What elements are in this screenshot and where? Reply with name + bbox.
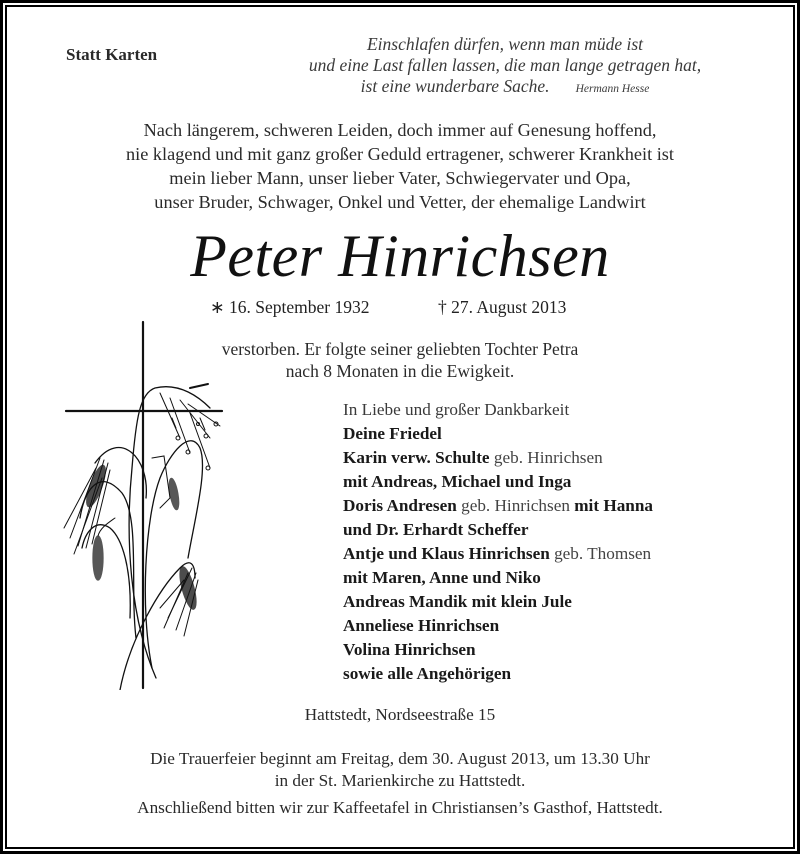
service-line: in der St. Marienkirche zu Hattstedt. (274, 771, 526, 790)
mourner-name: sowie alle Angehörigen (343, 664, 512, 683)
mourner-name-cont: mit Hanna (574, 496, 654, 515)
mourner-name: Anneliese Hinrichsen (343, 616, 500, 635)
mourner-maiden-name: geb. Hinrichsen (489, 448, 603, 467)
intro-line: unser Bruder, Schwager, Onkel und Vetter, der ehemalige Landwirt (154, 192, 646, 212)
mourner-entry (343, 614, 763, 638)
mourner-name: mit Maren, Anne und Niko (343, 568, 541, 587)
deceased-name: Peter Hinrichsen (190, 223, 610, 289)
mourner-entry (343, 494, 763, 518)
funeral-service-info (40, 748, 760, 792)
mourners-list (343, 398, 763, 686)
mourner-name: Doris Andresen (343, 496, 457, 515)
epigraph-quote (270, 34, 740, 100)
mourner-entry (343, 542, 763, 566)
birth-date: ∗ 16. September 1932 (210, 297, 370, 317)
passed-line: verstorben. Er folgte seiner geliebten Tochter Petra (221, 339, 579, 359)
quote-line: ist eine wunderbare Sache. (360, 76, 550, 96)
mourner-name: mit Andreas, Michael und Inga (343, 472, 572, 491)
mourner-maiden-name: geb. Thomsen (549, 544, 652, 563)
mourner-name: Andreas Mandik mit klein Jule (343, 592, 572, 611)
header-label: Statt Karten (66, 45, 158, 64)
passed-line: nach 8 Monaten in die Ewigkeit. (285, 361, 515, 381)
mourner-maiden-name: geb. Hinrichsen (456, 496, 575, 515)
mourner-name: Volina Hinrichsen (343, 640, 476, 659)
intro-line: nie klagend und mit ganz großer Geduld ertragener, schwerer Krankheit ist (125, 144, 674, 164)
intro-line: mein lieber Mann, unser lieber Vater, Schwiegervater und Opa, (169, 168, 631, 188)
intro-paragraph (40, 118, 760, 214)
mourner-entry (343, 446, 763, 470)
service-line: Die Trauerfeier beginnt am Freitag, dem 30. August 2013, um 13.30 Uhr (150, 749, 650, 768)
mourner-entry (343, 662, 763, 686)
mourner-name: Deine Friedel (343, 424, 442, 443)
intro-line: Nach längerem, schweren Leiden, doch immer auf Genesung hoffend, (143, 120, 657, 140)
mourner-name: Karin verw. Schulte (343, 448, 490, 467)
mourner-entry (343, 590, 763, 614)
mourner-entry (343, 470, 763, 494)
quote-line: und eine Last fallen lassen, die man lange getragen hat, (308, 55, 702, 75)
mourner-name: Antje und Klaus Hinrichsen (343, 544, 550, 563)
quote-line-last (270, 76, 740, 100)
reception-info: Anschließend bitten wir zur Kaffeetafel in Christiansen’s Gasthof, Hattstedt. (137, 798, 663, 817)
mourners-lead: In Liebe und großer Dankbarkeit (343, 400, 570, 419)
address: Hattstedt, Nordseestraße 15 (304, 705, 496, 724)
quote-line: Einschlafen dürfen, wenn man müde ist (366, 34, 644, 54)
mourner-entry (343, 518, 763, 542)
death-date: † 27. August 2013 (438, 297, 567, 317)
mourner-entry (343, 638, 763, 662)
cross-with-grain-ears-icon (60, 318, 230, 690)
mourner-entry (343, 566, 763, 590)
quote-author: Hermann Hesse (575, 83, 650, 95)
mourner-entry (343, 422, 763, 446)
mourner-name: und Dr. Erhardt Scheffer (343, 520, 529, 539)
